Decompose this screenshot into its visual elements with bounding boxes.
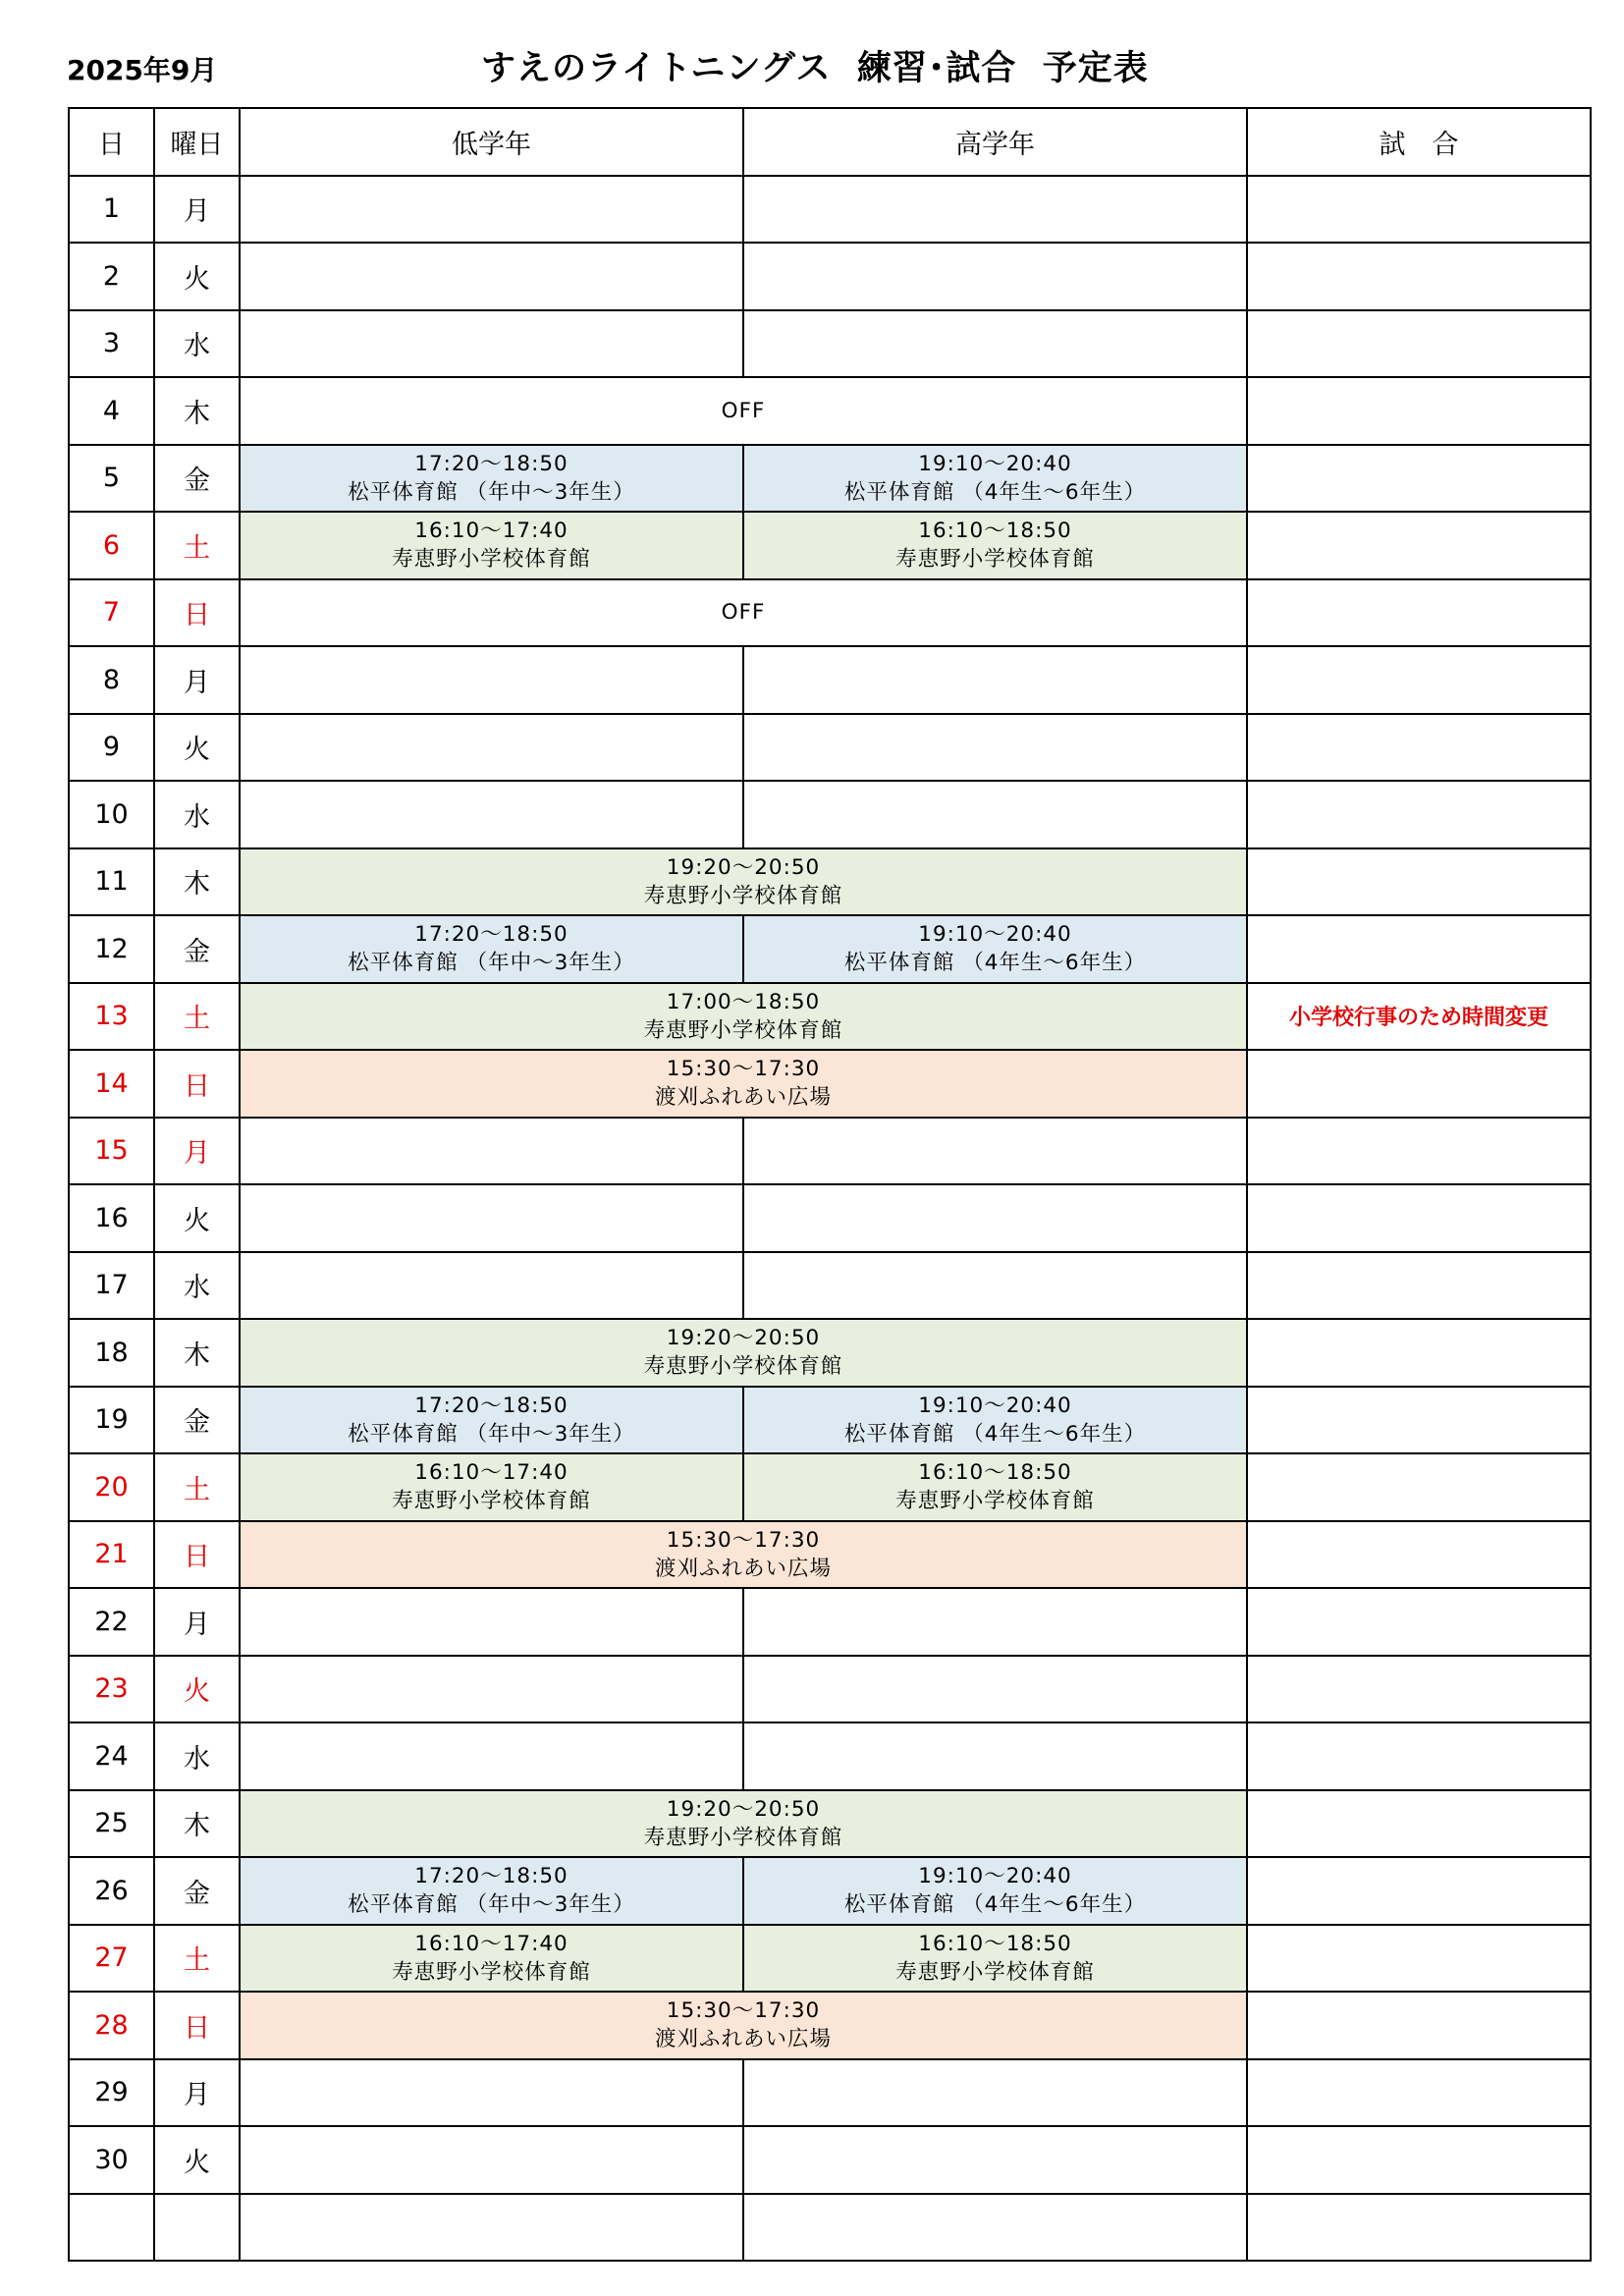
- table-row: [69, 1252, 1591, 1320]
- table-row: [69, 1319, 1591, 1387]
- weekday-cell: 土: [154, 983, 240, 1051]
- weekday-cell: 水: [154, 1252, 240, 1320]
- match-cell: [1247, 512, 1591, 579]
- practice-venue: 寿恵野小学校体育館: [392, 1489, 591, 1514]
- practice-cell-senior: [743, 2194, 1247, 2262]
- practice-cell-senior: [743, 1722, 1247, 1790]
- weekday-cell: 木: [154, 848, 240, 916]
- practice-venue: 松平体育館 （4年生～6年生）: [843, 951, 1147, 976]
- table-row: [69, 243, 1591, 310]
- practice-cell-junior: [240, 1118, 743, 1185]
- weekday-cell: 水: [154, 1722, 240, 1790]
- practice-cell-all: [240, 1319, 1247, 1387]
- practice-cell-junior: [240, 2059, 743, 2127]
- practice-time: 19:10～20:40: [918, 451, 1072, 476]
- practice-time: 16:10～17:40: [414, 1931, 568, 1956]
- table-row: [69, 176, 1591, 244]
- practice-venue: 寿恵野小学校体育館: [392, 1959, 591, 1985]
- practice-cell-all: [240, 983, 1247, 1051]
- practice-time: 17:20～18:50: [414, 1393, 568, 1418]
- practice-cell-junior: [240, 646, 743, 714]
- weekday-cell: [154, 2194, 240, 2262]
- practice-cell-junior: [240, 1252, 743, 1320]
- practice-cell-junior: [240, 1925, 743, 1993]
- day-number: 21: [69, 1521, 154, 1589]
- day-number: 17: [69, 1252, 154, 1320]
- practice-cell-senior: [743, 781, 1247, 848]
- match-cell: [1247, 243, 1591, 310]
- match-cell: [1247, 915, 1591, 983]
- match-cell: [1247, 1656, 1591, 1723]
- day-number: 29: [69, 2059, 154, 2127]
- practice-time: OFF: [721, 600, 766, 626]
- practice-venue: 松平体育館 （年中～3年生）: [348, 1421, 635, 1447]
- day-number: 4: [69, 377, 154, 445]
- weekday-cell: 火: [154, 1184, 240, 1252]
- day-number: 18: [69, 1319, 154, 1387]
- match-cell: [1247, 1319, 1591, 1387]
- weekday-cell: 日: [154, 1992, 240, 2059]
- match-cell: [1247, 1992, 1591, 2059]
- practice-cell-junior: [240, 512, 743, 579]
- practice-venue: 寿恵野小学校体育館: [643, 1825, 843, 1850]
- table-row: [69, 2126, 1591, 2194]
- match-cell: [1247, 781, 1591, 848]
- weekday-cell: 日: [154, 1050, 240, 1118]
- practice-cell-junior: [240, 2194, 743, 2262]
- practice-cell-junior: [240, 1453, 743, 1521]
- practice-time: 15:30～17:30: [666, 1527, 821, 1553]
- weekday-cell: 土: [154, 1925, 240, 1993]
- practice-time: 19:20～20:50: [666, 1326, 821, 1351]
- table-row: [69, 1387, 1591, 1454]
- weekday-cell: 月: [154, 646, 240, 714]
- day-number: 16: [69, 1184, 154, 1252]
- practice-cell-senior: [743, 1184, 1247, 1252]
- match-cell: [1247, 1387, 1591, 1454]
- table-row: [69, 714, 1591, 782]
- table-row: [69, 1184, 1591, 1252]
- practice-venue: 寿恵野小学校体育館: [895, 547, 1095, 573]
- match-cell: [1247, 2126, 1591, 2194]
- day-number: 25: [69, 1790, 154, 1858]
- practice-cell-senior: [743, 1925, 1247, 1993]
- practice-venue: 渡刈ふれあい広場: [654, 1085, 832, 1111]
- practice-cell-junior: [240, 310, 743, 378]
- practice-venue: 松平体育館 （年中～3年生）: [348, 951, 635, 976]
- practice-time: 19:10～20:40: [918, 1393, 1072, 1418]
- weekday-cell: 日: [154, 1521, 240, 1589]
- practice-venue: 渡刈ふれあい広場: [654, 2027, 832, 2052]
- day-number: 2: [69, 243, 154, 310]
- practice-cell-senior: [743, 1656, 1247, 1723]
- day-number: 5: [69, 445, 154, 513]
- practice-cell-all: [240, 1050, 1247, 1118]
- match-cell: [1247, 714, 1591, 782]
- weekday-cell: 月: [154, 176, 240, 244]
- practice-cell-junior: [240, 1722, 743, 1790]
- practice-time: 17:20～18:50: [414, 922, 568, 948]
- match-cell: [1247, 1252, 1591, 1320]
- day-number: 10: [69, 781, 154, 848]
- practice-cell-senior: [743, 1453, 1247, 1521]
- document-title: すえのライトニングス 練習･試合 予定表: [481, 49, 1149, 88]
- day-number: 20: [69, 1453, 154, 1521]
- practice-time: 17:20～18:50: [414, 451, 568, 476]
- practice-cell-junior: [240, 445, 743, 513]
- practice-venue: 寿恵野小学校体育館: [643, 1017, 843, 1043]
- practice-cell-senior: [743, 1118, 1247, 1185]
- day-number: [69, 2194, 154, 2262]
- match-cell: [1247, 377, 1591, 445]
- weekday-cell: 金: [154, 445, 240, 513]
- day-number: 3: [69, 310, 154, 378]
- practice-venue: 松平体育館 （年中～3年生）: [348, 479, 635, 505]
- weekday-cell: 土: [154, 1453, 240, 1521]
- practice-time: 19:10～20:40: [918, 1864, 1072, 1889]
- match-cell: [1247, 848, 1591, 916]
- practice-time: 16:10～18:50: [918, 1460, 1072, 1486]
- table-row: [69, 512, 1591, 579]
- day-number: 9: [69, 714, 154, 782]
- practice-cell-senior: [743, 1387, 1247, 1454]
- weekday-cell: 金: [154, 1857, 240, 1925]
- weekday-cell: 月: [154, 2059, 240, 2127]
- practice-cell-senior: [743, 915, 1247, 983]
- day-number: 28: [69, 1992, 154, 2059]
- day-number: 30: [69, 2126, 154, 2194]
- table-row: [69, 1050, 1591, 1118]
- day-number: 22: [69, 1588, 154, 1656]
- month-label: 2025年9月: [67, 54, 218, 86]
- header-row: [69, 108, 1591, 176]
- practice-time: 16:10～17:40: [414, 1460, 568, 1486]
- match-cell: [1247, 1050, 1591, 1118]
- practice-venue: 寿恵野小学校体育館: [895, 1959, 1095, 1985]
- practice-cell-senior: [743, 445, 1247, 513]
- table-row: [69, 1453, 1591, 1521]
- practice-cell-junior: [240, 1857, 743, 1925]
- weekday-cell: 木: [154, 1319, 240, 1387]
- weekday-cell: 月: [154, 1588, 240, 1656]
- practice-time: 15:30～17:30: [666, 1057, 821, 1082]
- match-cell: [1247, 2059, 1591, 2127]
- practice-venue: 寿恵野小学校体育館: [643, 1354, 843, 1380]
- table-row: [69, 579, 1591, 647]
- practice-cell-senior: [743, 646, 1247, 714]
- match-cell: [1247, 1184, 1591, 1252]
- practice-cell-all: [240, 1992, 1247, 2059]
- header-senior: 高学年: [743, 108, 1247, 176]
- practice-cell-junior: [240, 1656, 743, 1723]
- practice-venue: 松平体育館 （4年生～6年生）: [843, 1421, 1147, 1447]
- table-row: [69, 1588, 1591, 1656]
- match-cell: [1247, 176, 1591, 244]
- match-cell: [1247, 1588, 1591, 1656]
- practice-cell-junior: [240, 243, 743, 310]
- weekday-cell: 木: [154, 377, 240, 445]
- practice-time: OFF: [721, 398, 766, 423]
- practice-cell-senior: [743, 512, 1247, 579]
- practice-cell-senior: [743, 1857, 1247, 1925]
- practice-cell-junior: [240, 915, 743, 983]
- table-row: [69, 1992, 1591, 2059]
- match-cell: [1247, 1925, 1591, 1993]
- match-cell: [1247, 579, 1591, 647]
- practice-cell-all: [240, 848, 1247, 916]
- practice-time: 15:30～17:30: [666, 1998, 821, 2024]
- practice-cell-senior: [743, 1588, 1247, 1656]
- practice-cell-senior: [743, 2059, 1247, 2127]
- weekday-cell: 火: [154, 243, 240, 310]
- day-number: 11: [69, 848, 154, 916]
- practice-venue: 寿恵野小学校体育館: [895, 1489, 1095, 1514]
- practice-venue: 松平体育館 （4年生～6年生）: [843, 1892, 1147, 1918]
- table-row: [69, 983, 1591, 1051]
- practice-cell-senior: [743, 243, 1247, 310]
- practice-cell-all: [240, 1790, 1247, 1858]
- header-day: 日: [69, 108, 154, 176]
- practice-cell-senior: [743, 1252, 1247, 1320]
- table-row: [69, 1790, 1591, 1858]
- match-cell: [1247, 1722, 1591, 1790]
- practice-time: 16:10～18:50: [918, 1931, 1072, 1956]
- weekday-cell: 土: [154, 512, 240, 579]
- practice-cell-junior: [240, 1387, 743, 1454]
- practice-cell-all: [240, 1521, 1247, 1589]
- practice-venue: 松平体育館 （4年生～6年生）: [843, 479, 1147, 505]
- practice-cell-senior: [743, 714, 1247, 782]
- day-number: 14: [69, 1050, 154, 1118]
- header-junior: 低学年: [240, 108, 743, 176]
- practice-cell-junior: [240, 2126, 743, 2194]
- table-row: [69, 445, 1591, 513]
- day-number: 15: [69, 1118, 154, 1185]
- day-number: 24: [69, 1722, 154, 1790]
- practice-cell-junior: [240, 1588, 743, 1656]
- schedule-table: [68, 107, 1592, 2262]
- table-row: [69, 646, 1591, 714]
- table-row: [69, 1925, 1591, 1993]
- schedule-body: [69, 176, 1591, 2262]
- match-cell: [1247, 646, 1591, 714]
- day-number: 1: [69, 176, 154, 244]
- practice-cell-junior: [240, 176, 743, 244]
- weekday-cell: 月: [154, 1118, 240, 1185]
- table-row: [69, 1722, 1591, 1790]
- table-row: [69, 2194, 1591, 2262]
- match-cell: [1247, 1857, 1591, 1925]
- day-number: 12: [69, 915, 154, 983]
- day-number: 6: [69, 512, 154, 579]
- day-number: 26: [69, 1857, 154, 1925]
- match-cell: [1247, 310, 1591, 378]
- header-match: 試 合: [1247, 108, 1591, 176]
- match-cell: [1247, 2194, 1591, 2262]
- table-row: [69, 1656, 1591, 1723]
- day-number: 8: [69, 646, 154, 714]
- match-cell: [1247, 1453, 1591, 1521]
- practice-venue: 寿恵野小学校体育館: [643, 883, 843, 908]
- match-cell: [1247, 445, 1591, 513]
- weekday-cell: 火: [154, 714, 240, 782]
- header-weekday: 曜日: [154, 108, 240, 176]
- practice-cell-senior: [743, 176, 1247, 244]
- practice-time: 16:10～18:50: [918, 519, 1072, 544]
- weekday-cell: 火: [154, 2126, 240, 2194]
- table-row: [69, 310, 1591, 378]
- practice-cell-junior: [240, 781, 743, 848]
- weekday-cell: 水: [154, 781, 240, 848]
- table-row: [69, 848, 1591, 916]
- weekday-cell: 金: [154, 1387, 240, 1454]
- practice-venue: 松平体育館 （年中～3年生）: [348, 1892, 635, 1918]
- table-row: [69, 915, 1591, 983]
- practice-cell-senior: [743, 2126, 1247, 2194]
- practice-time: 17:20～18:50: [414, 1864, 568, 1889]
- weekday-cell: 水: [154, 310, 240, 378]
- practice-time: 19:10～20:40: [918, 922, 1072, 948]
- day-number: 23: [69, 1656, 154, 1723]
- day-number: 27: [69, 1925, 154, 1993]
- day-number: 7: [69, 579, 154, 647]
- practice-time: 19:20～20:50: [666, 1796, 821, 1822]
- practice-cell-all: [240, 579, 1247, 647]
- practice-cell-all: [240, 377, 1247, 445]
- day-number: 13: [69, 983, 154, 1051]
- practice-time: 17:00～18:50: [666, 989, 821, 1014]
- practice-cell-junior: [240, 1184, 743, 1252]
- practice-venue: 寿恵野小学校体育館: [392, 547, 591, 573]
- practice-cell-junior: [240, 714, 743, 782]
- weekday-cell: 木: [154, 1790, 240, 1858]
- table-row: [69, 1521, 1591, 1589]
- match-cell: [1247, 1118, 1591, 1185]
- practice-time: 16:10～17:40: [414, 519, 568, 544]
- match-cell: 小学校行事のため時間変更: [1247, 983, 1591, 1051]
- practice-venue: 渡刈ふれあい広場: [654, 1556, 832, 1581]
- practice-time: 19:20～20:50: [666, 854, 821, 880]
- weekday-cell: 日: [154, 579, 240, 647]
- weekday-cell: 火: [154, 1656, 240, 1723]
- table-row: [69, 781, 1591, 848]
- table-row: [69, 377, 1591, 445]
- match-cell: [1247, 1521, 1591, 1589]
- table-row: [69, 1857, 1591, 1925]
- table-row: [69, 1118, 1591, 1185]
- practice-cell-senior: [743, 310, 1247, 378]
- match-cell: [1247, 1790, 1591, 1858]
- weekday-cell: 金: [154, 915, 240, 983]
- day-number: 19: [69, 1387, 154, 1454]
- table-row: [69, 2059, 1591, 2127]
